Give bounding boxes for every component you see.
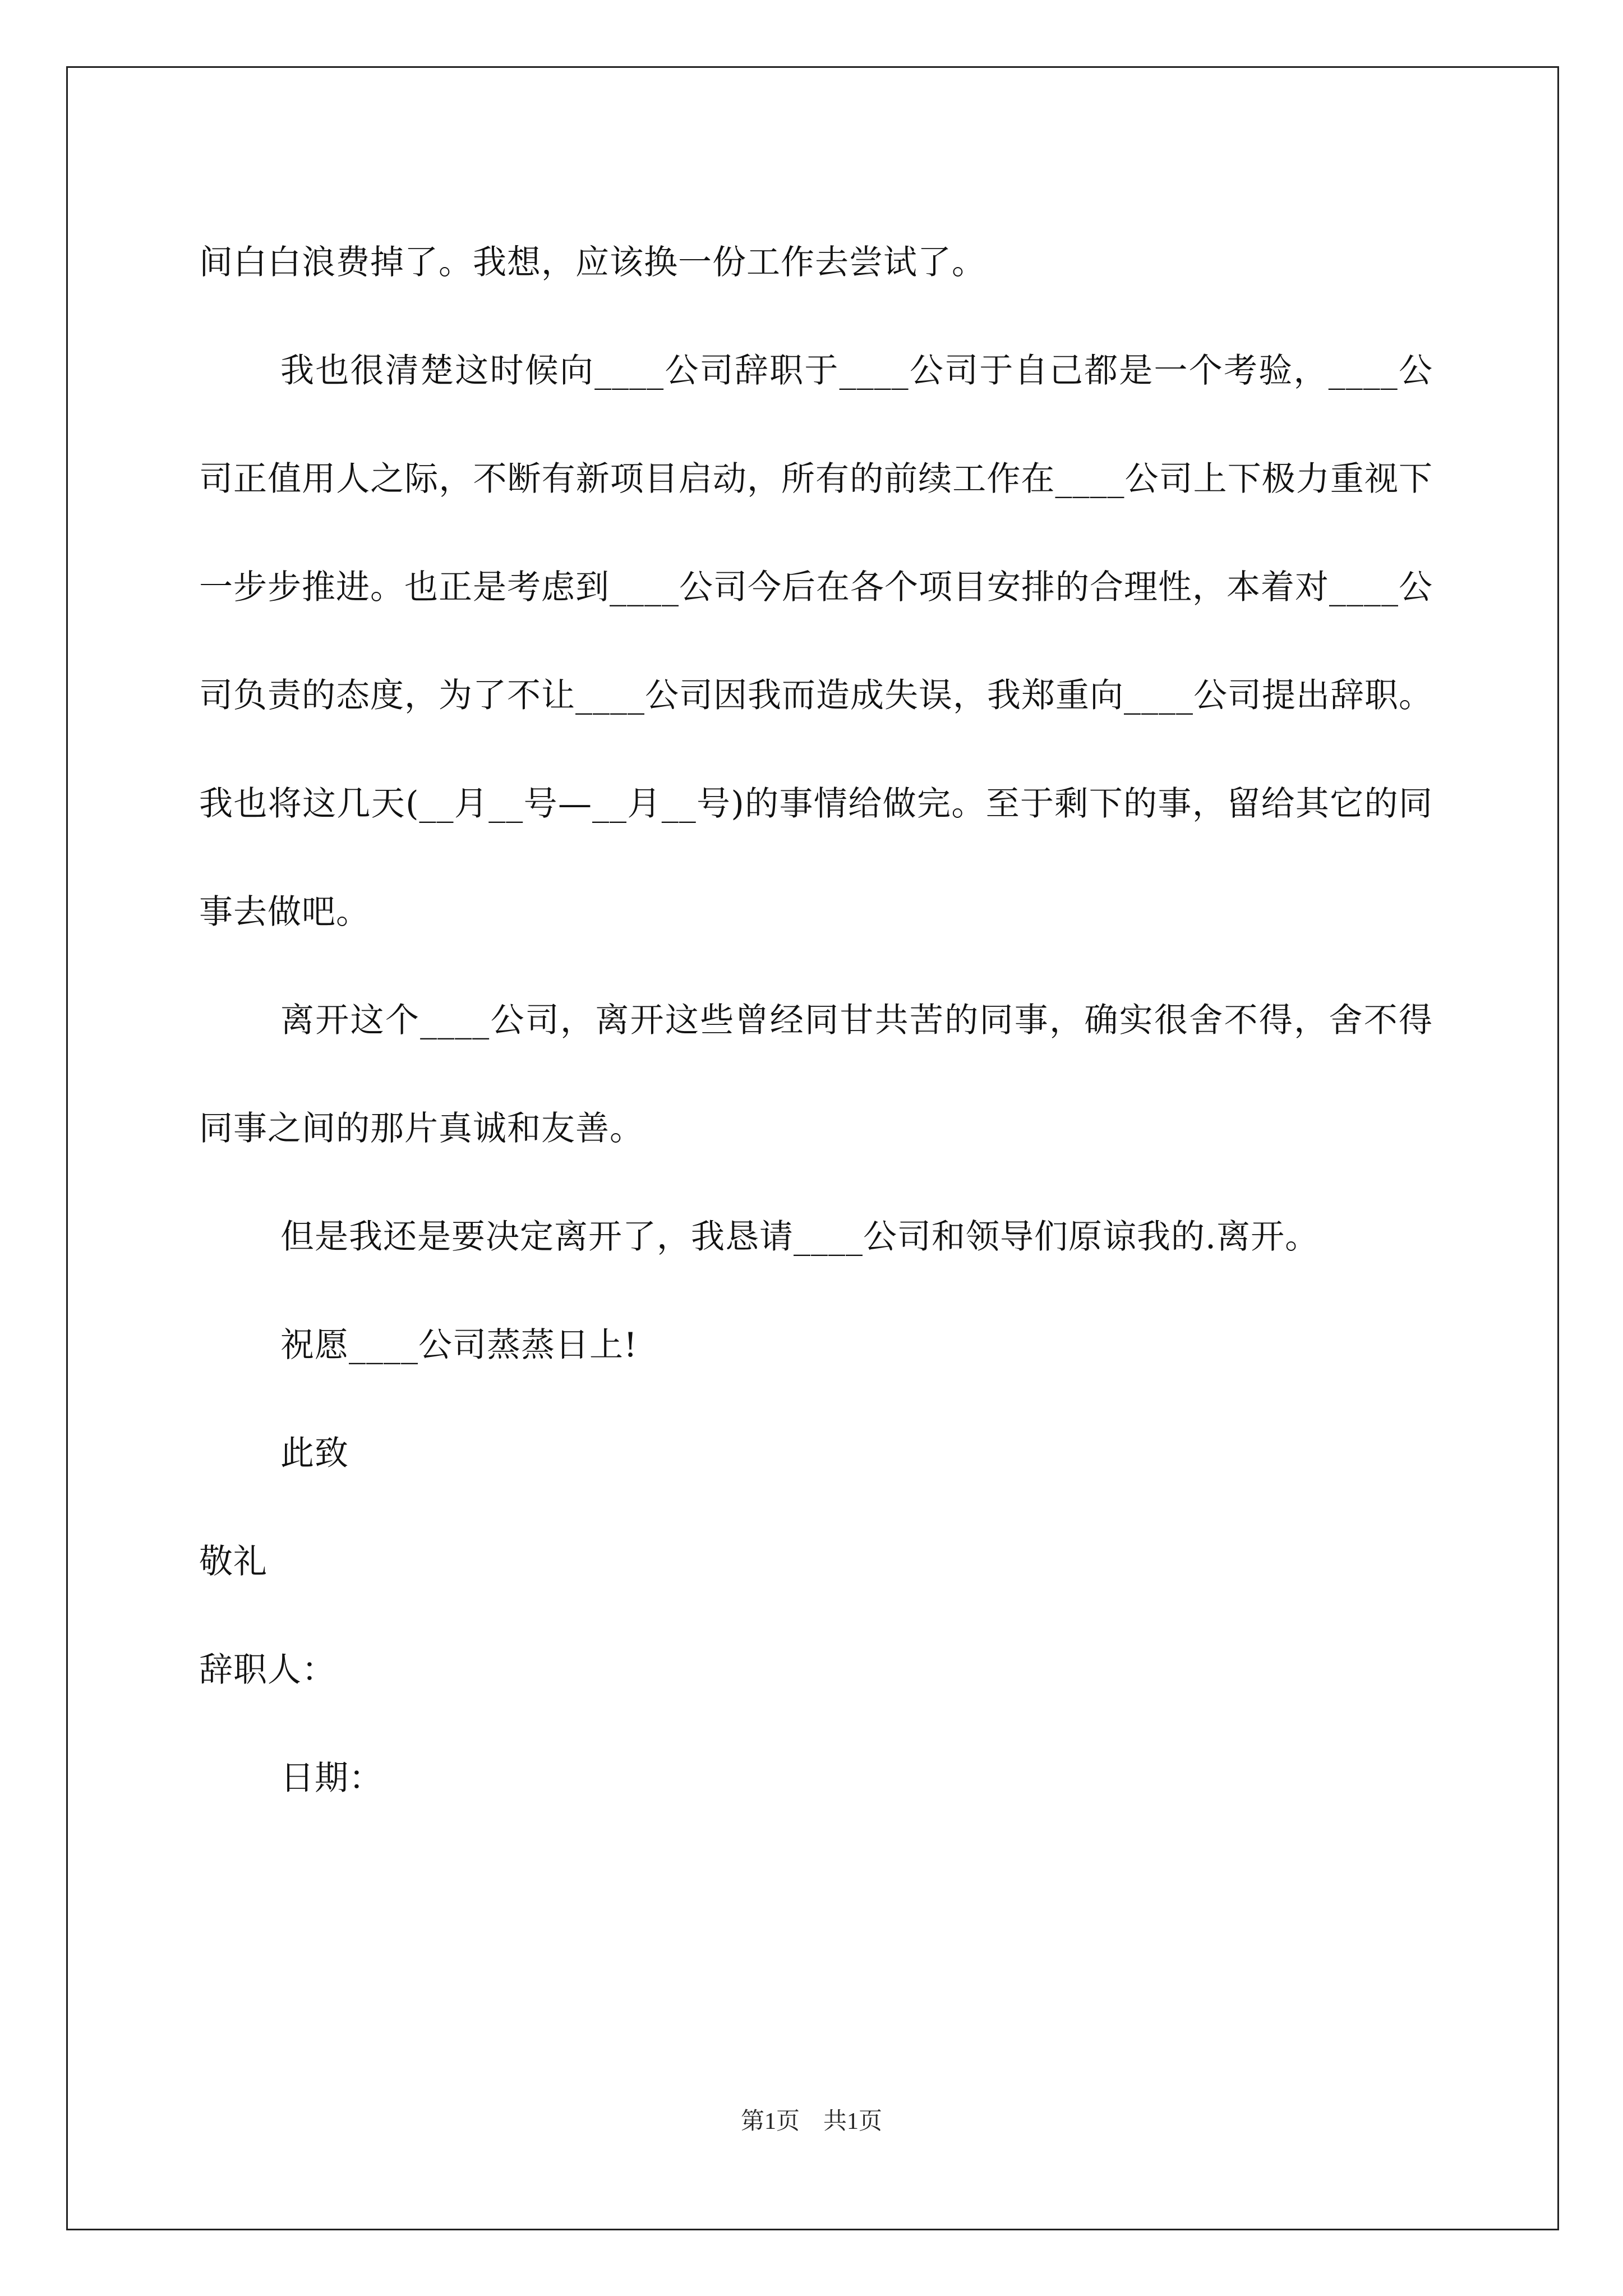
paragraph-5: 祝愿____公司蒸蒸日上! <box>280 1326 638 1365</box>
document-body <box>199 209 1433 1833</box>
paragraph-7: 敬礼 <box>199 1542 268 1581</box>
paragraph-8: 辞职人： <box>199 1650 336 1690</box>
paragraph-3: 离开这个____公司，离开这些曾经同甘共苦的同事，确实很舍不得，舍不得同事之间的那片真诚和友善。 <box>199 1001 1433 1148</box>
paragraph-2: 我也很清楚这时候向____公司辞职于____公司于自己都是一个考验，____公司正值用人之际，不断有新项目启动，所有的前续工作在____公司上下极力重视下一步步推进。也正是考虑到____公司今后在各个项目安排的合理性，本着对____公司负责的态度，为了不让____公司因我而造成失误，我郑重向____公司提出辞职。我也将这几天(__月__号—__月__号)的事情给做完。至于剩下的事，留给其它的同事去做吧。 <box>199 351 1433 932</box>
paragraph-6: 此致 <box>280 1434 349 1473</box>
paragraph-1: 间白白浪费掉了。我想，应该换一份工作去尝试了。 <box>199 243 986 282</box>
paragraph-9: 日期： <box>280 1759 383 1798</box>
page-footer: 第1页 共1页 <box>740 2109 882 2134</box>
paragraph-4: 但是我还是要决定离开了，我恳请____公司和领导们原谅我的.离开。 <box>280 1217 1320 1257</box>
